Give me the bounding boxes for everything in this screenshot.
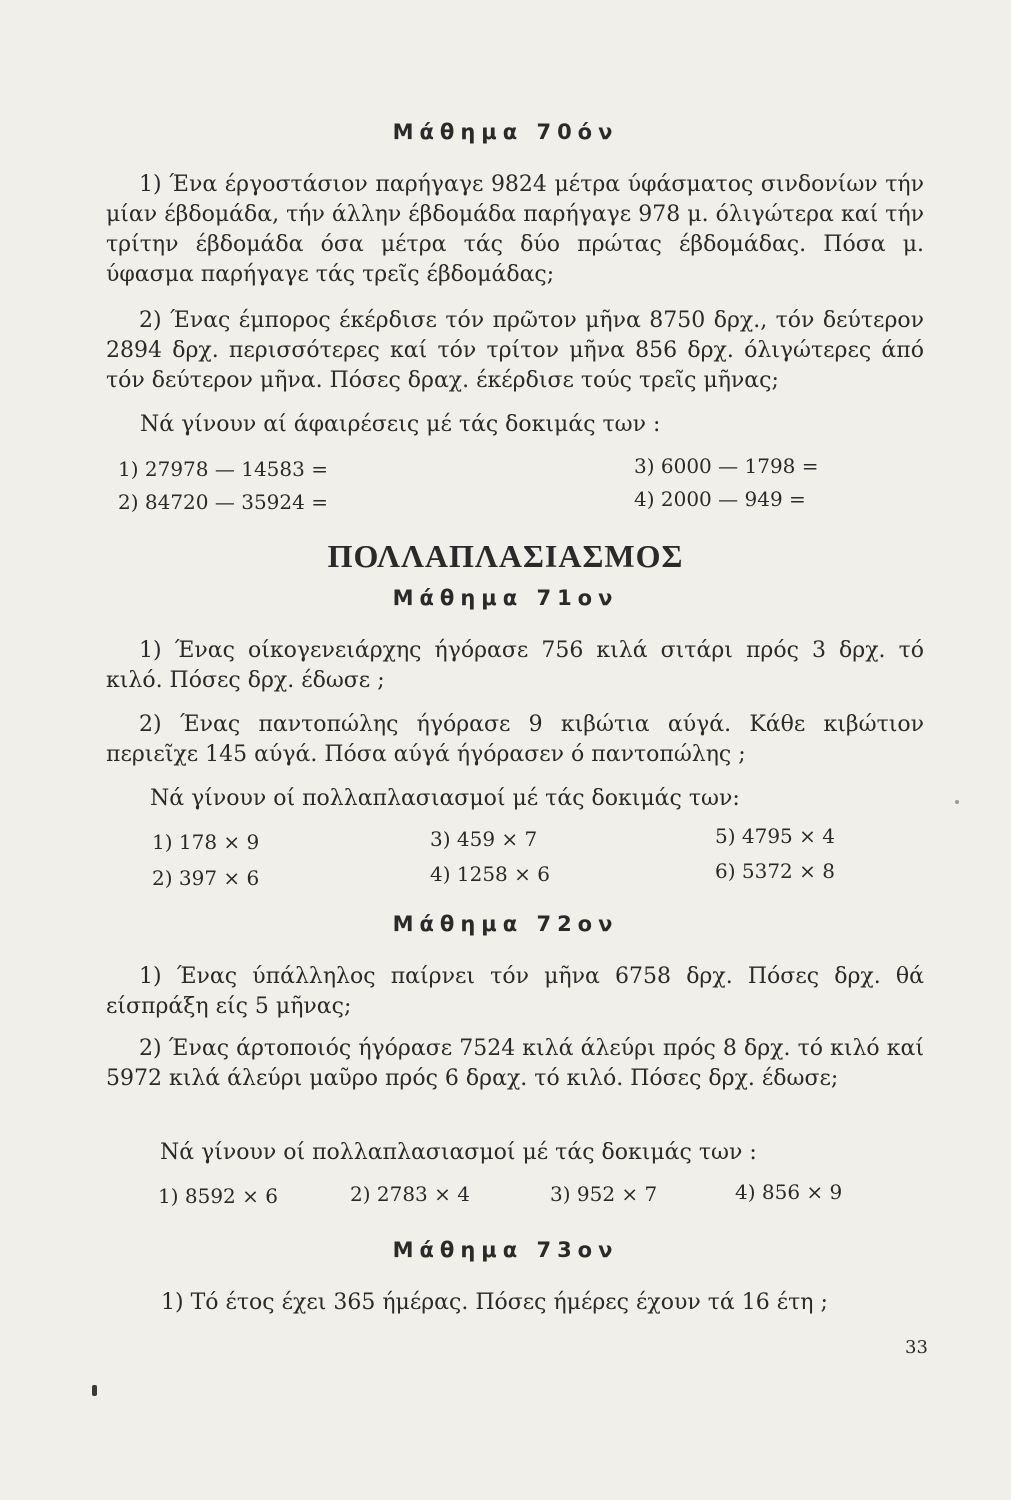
lesson-72-problem-1: 1) Ένας ύπάλληλος παίρνει τόν μῆνα 6758 δρχ. Πόσες δρχ. θά είσπράξη είς 5 μῆνας; <box>106 964 924 1019</box>
lesson-70-instruction: Νά γίνουν αί άφαιρέσεις μέ τάς δοκιμάς των : <box>140 412 661 437</box>
lesson-71-exercise-6: 6) 5372 × 8 <box>715 859 835 883</box>
lesson-72-exercise-3: 3) 952 × 7 <box>550 1182 658 1206</box>
lesson-72-problem-2: 2) Ένας άρτοποιός ήγόρασε 7524 κιλά άλεύρι πρός 8 δρχ. τό κιλό καί 5972 κιλά άλεύρι μαῦρο πρός 6 δραχ. τό κιλό. Πόσες δρχ. έδωσε; <box>106 1036 924 1091</box>
lesson-70-problem-2: 2) Ένας έμπορος έκέρδισε τόν πρῶτον μῆνα 8750 δρχ., τόν δεύτερον 2894 δρχ. περισσότερες καί τόν τρίτον μῆνα 856 δρχ. όλιγώτερες άπό τόν δεύτερον μῆνα. Πόσες δραχ. έκέρδισε τούς τρεῖς μῆνας; <box>106 308 924 393</box>
ink-speck <box>955 800 959 804</box>
lesson-71-exercise-3: 3) 459 × 7 <box>430 827 538 851</box>
lesson-70-exercise-1: 1) 27978 — 14583 = <box>118 457 328 481</box>
lesson-72-exercise-4: 4) 856 × 9 <box>735 1180 843 1204</box>
lesson-71-title: Μάθημα 71ον <box>392 586 619 610</box>
lesson-71-exercise-5: 5) 4795 × 4 <box>715 824 835 848</box>
lesson-71-problem-1: 1) Ένας οίκογενειάρχης ήγόρασε 756 κιλά σιτάρι πρός 3 δρχ. τό κιλό. Πόσες δρχ. έδωσε ; <box>106 638 924 693</box>
lesson-70-problem-1: 1) Ένα έργοστάσιον παρήγαγε 9824 μέτρα ύφάσματος σινδονίων τήν μίαν έβδομάδα, τήν άλλην έβδομάδα παρήγαγε 978 μ. όλιγώτερα καί τήν τρίτην έβδομάδα όσα μέτρα τάς δύο πρώτας έβδομάδας. Πόσα μ. ύφασμα παρήγαγε τάς τρεῖς έβδομάδας; <box>106 172 924 287</box>
lesson-70-exercise-4: 4) 2000 — 949 = <box>634 487 806 511</box>
lesson-70-exercise-2: 2) 84720 — 35924 = <box>118 490 328 514</box>
lesson-71-exercise-2: 2) 397 × 6 <box>152 866 260 890</box>
page-number: 33 <box>905 1337 928 1358</box>
lesson-71-exercise-1: 1) 178 × 9 <box>152 830 260 854</box>
lesson-73-title: Μάθημα 73ον <box>392 1238 619 1262</box>
lesson-70-exercise-3: 3) 6000 — 1798 = <box>634 454 819 478</box>
lesson-72-exercise-1: 1) 8592 × 6 <box>158 1184 278 1208</box>
lesson-73-problem-1: 1) Τό έτος έχει 365 ήμέρας. Πόσες ήμέρες έχουν τά 16 έτη ; <box>161 1290 828 1315</box>
lesson-71-exercise-4: 4) 1258 × 6 <box>430 862 550 886</box>
section-heading-multiplication: ΠΟΛΛΑΠΛΑΣΙΑΣΜΟΣ <box>327 538 684 574</box>
lesson-70-title: Μάθημα 70όν <box>392 120 619 144</box>
lesson-72-title: Μάθημα 72ον <box>392 912 619 936</box>
lesson-71-problem-2: 2) Ένας παντοπώλης ήγόρασε 9 κιβώτια αύγά. Κάθε κιβώτιον περιεῖχε 145 αύγά. Πόσα αύγά ήγόρασεν ό παντοπώλης ; <box>106 712 924 767</box>
lesson-72-instruction: Νά γίνουν οί πολλαπλασιασμοί μέ τάς δοκιμάς των : <box>160 1140 757 1165</box>
lesson-72-exercise-2: 2) 2783 × 4 <box>350 1182 470 1206</box>
lesson-71-instruction: Νά γίνουν οί πολλαπλασιασμοί μέ τάς δοκιμάς των: <box>150 786 740 811</box>
ink-speck <box>92 1385 97 1396</box>
